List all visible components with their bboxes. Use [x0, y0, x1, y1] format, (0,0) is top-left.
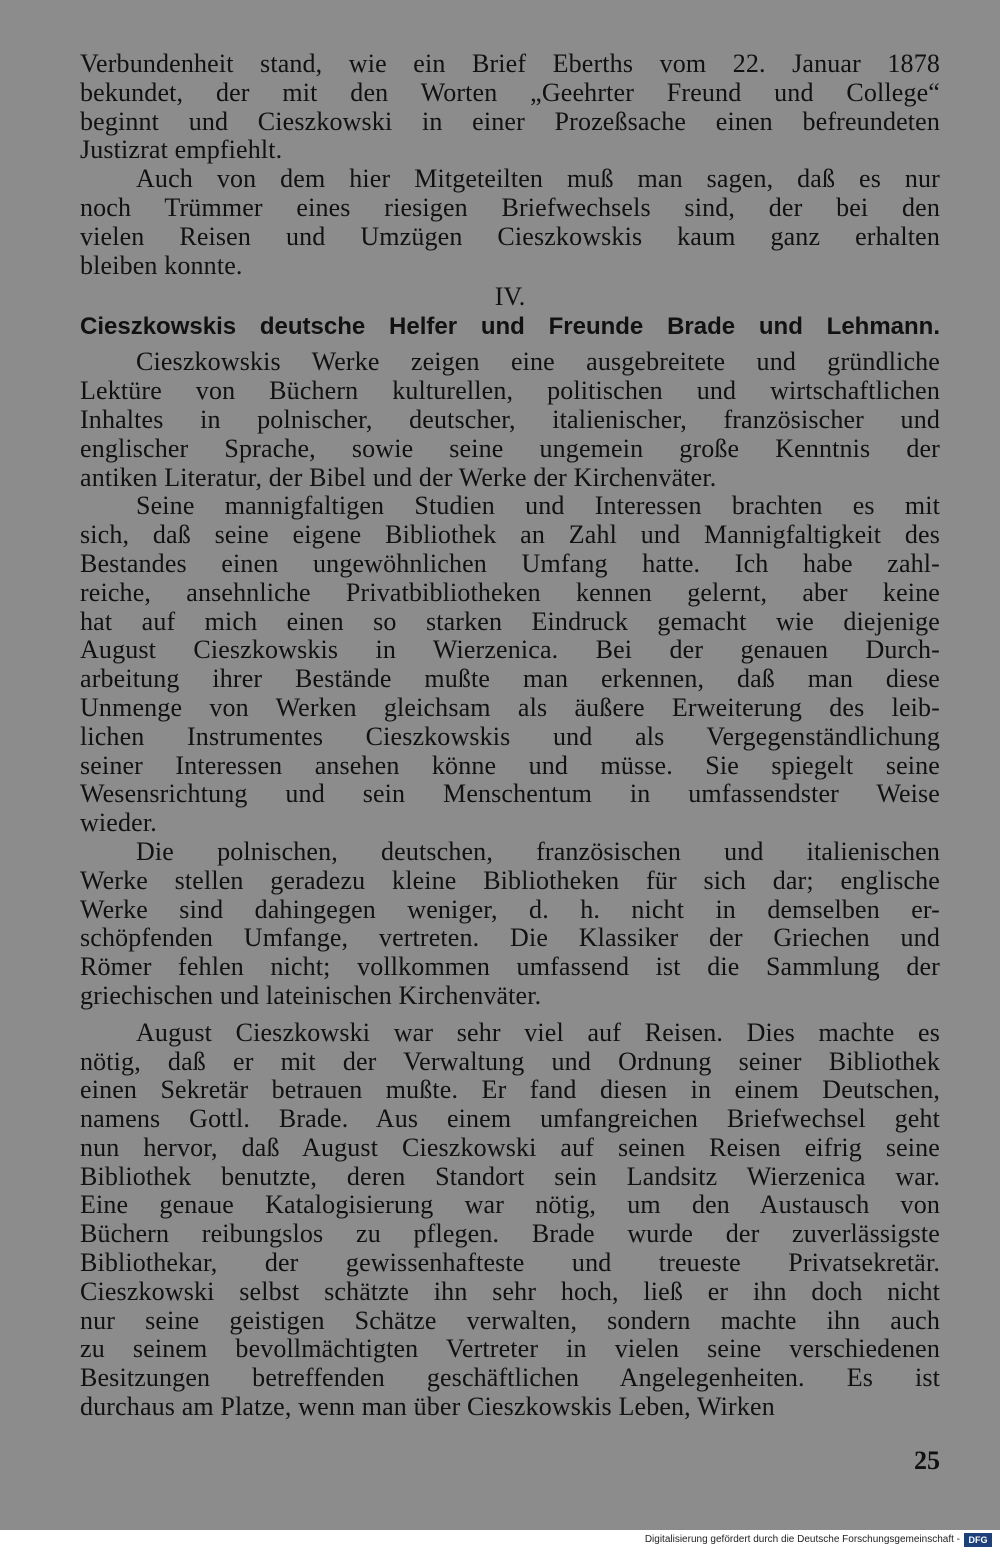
text-line: hat auf mich einen so starken Eindruck gemacht wie diejenige [80, 606, 940, 636]
text-line: Werke stellen geradezu kleine Bibliotheken für sich dar; englische [80, 865, 940, 895]
text-line: Büchern reibungslos zu pflegen. Brade wurde der zuverlässigste [80, 1219, 940, 1249]
text-line: Cieszkowskis Werke zeigen eine ausgebreitete und gründliche [136, 347, 940, 377]
text-line: Bestandes einen ungewöhnlichen Umfang hatte. Ich habe zahl- [80, 548, 940, 578]
text-line: nötig, daß er mit der Verwaltung und Ordnung seiner Bibliothek [80, 1046, 940, 1076]
text-line: Inhaltes in polnischer, deutscher, italienischer, französischer und [80, 404, 940, 434]
footer-credit-text: Digitalisierung gefördert durch die Deutsche Forschungsgemeinschaft - [644, 1534, 960, 1545]
text-line: antiken Literatur, der Bibel und der Werke der Kirchenväter. [80, 462, 717, 492]
text-line: bleiben konnte. [80, 250, 243, 280]
text-line: beginnt und Cieszkowski in einer Prozeßsache einen befreundeten [80, 106, 940, 136]
dfg-logo: DFG [964, 1533, 992, 1547]
text-line: lichen Instrumentes Cieszkowskis und als Vergegenständlichung [80, 721, 940, 751]
text-line: Unmenge von Werken gleichsam als äußere Erweiterung des leib- [80, 692, 940, 722]
text-line: nun hervor, daß August Cieszkowski auf seinen Reisen eifrig seine [80, 1132, 940, 1162]
text-line: Justizrat empfiehlt. [80, 135, 283, 165]
text-line: August Cieszkowskis in Wierzenica. Bei der genauen Durch- [80, 635, 940, 665]
text-line: durchaus am Platze, wenn man über Cieszkowskis Leben, Wirken [80, 1392, 775, 1422]
paragraph [80, 1019, 940, 1422]
text-line: Besitzungen betreffenden geschäftlichen Angelegenheiten. Es ist [80, 1363, 940, 1393]
text-line: schöpfenden Umfange, vertreten. Die Klassiker der Griechen und [80, 923, 940, 953]
section-paragraphs [80, 348, 940, 1421]
text-line: sich, daß seine eigene Bibliothek an Zahl und Mannigfaltigkeit des [80, 520, 940, 550]
text-line: noch Trümmer eines riesigen Briefwechsels sind, der bei den [80, 192, 940, 222]
paragraph [80, 348, 940, 492]
text-line: nur seine geistigen Schätze verwalten, sondern machte ihn auch [80, 1305, 940, 1335]
text-line: Die polnischen, deutschen, französischen und italienischen [136, 836, 940, 866]
text-line: vielen Reisen und Umzügen Cieszkowskis kaum ganz erhalten [80, 221, 940, 251]
text-line: Lektüre von Büchern kulturellen, politischen und wirtschaftlichen [80, 376, 940, 406]
text-line: Seine mannigfaltigen Studien und Interessen brachten es mit [136, 491, 940, 521]
text-line: Römer fehlen nicht; vollkommen umfassend ist die Sammlung der [80, 952, 940, 982]
text-line: griechischen und lateinischen Kirchenväter. [80, 980, 542, 1010]
paragraph [80, 50, 940, 165]
text-line: namens Gottl. Brade. Aus einem umfangreichen Briefwechsel geht [80, 1104, 940, 1134]
paragraph [80, 165, 940, 280]
text-line: Wesensrichtung und sein Menschentum in umfassendster Weise [80, 779, 940, 809]
text-line: Bibliothek benutzte, deren Standort sein Landsitz Wierzenica war. [80, 1161, 940, 1191]
intro-paragraphs [80, 50, 940, 280]
page-number: 25 [914, 1446, 940, 1475]
text-line: Verbundenheit stand, wie ein Brief Eberths vom 22. Januar 1878 [80, 49, 940, 78]
text-line: seiner Interessen ansehen könne und müsse. Sie spiegelt seine [80, 750, 940, 780]
text-line: Cieszkowski selbst schätzte ihn sehr hoch, ließ er ihn doch nicht [80, 1276, 940, 1306]
text-line: Werke sind dahingegen weniger, d. h. nicht in demselben er- [80, 894, 940, 924]
text-line: bekundet, der mit den Worten „Geehrter Freund und College“ [80, 77, 940, 107]
text-line: einen Sekretär betrauen mußte. Er fand diesen in einem Deutschen, [80, 1075, 940, 1105]
text-line: reiche, ansehnliche Privatbibliotheken kennen gelernt, aber keine [80, 577, 940, 607]
text-line: wieder. [80, 808, 157, 838]
text-line: zu seinem bevollmächtigten Vertreter in vielen seine verschiedenen [80, 1334, 940, 1364]
text-line: Eine genaue Katalogisierung war nötig, um den Austausch von [80, 1190, 940, 1220]
digitization-footer [0, 1530, 1000, 1551]
section-heading: Cieszkowskis deutsche Helfer und Freunde Brade und Lehmann. [80, 313, 940, 341]
text-line: englischer Sprache, sowie seine ungemein große Kenntnis der [80, 433, 940, 463]
paragraph [80, 838, 940, 1011]
text-line: Auch von dem hier Mitgeteilten muß man sagen, daß es nur [136, 164, 940, 194]
text-line: Bibliothekar, der gewissenhafteste und treueste Privatsekretär. [80, 1248, 940, 1278]
text-line: arbeitung ihrer Bestände mußte man erkennen, daß man diese [80, 664, 940, 694]
section-number: IV. [494, 282, 526, 312]
text-line: August Cieszkowski war sehr viel auf Reisen. Dies machte es [136, 1017, 940, 1047]
page-body [80, 50, 940, 1422]
paragraph [80, 492, 940, 838]
